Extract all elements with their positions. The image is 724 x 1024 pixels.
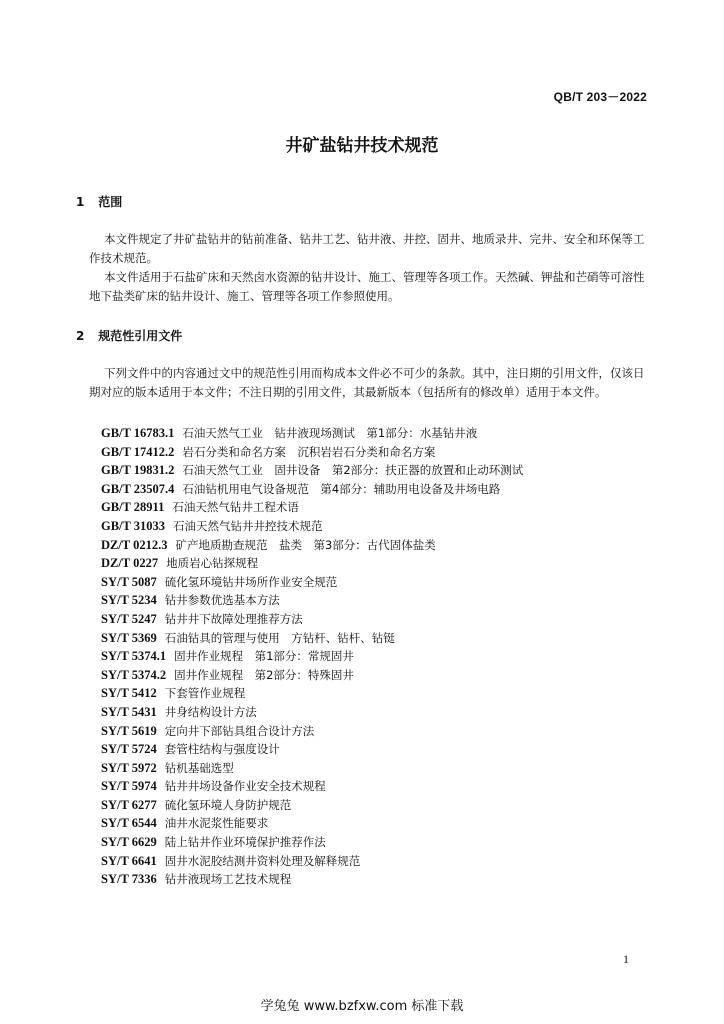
reference-title: 陆上钻井作业环境保护推荐作法 [164,835,326,850]
reference-list [101,424,661,889]
reference-item [101,498,661,517]
section-title: 规范性引用文件 [98,329,183,343]
reference-code: GB/T 23507.4 [101,481,175,496]
reference-code: SY/T 5972 [101,760,157,775]
document-title: 井矿盐钻井技术规范 [285,136,439,156]
section-number: 1 [76,195,85,209]
reference-title: 地质岩心钻探规程 [166,556,259,571]
reference-item [101,777,661,796]
reference-code: SY/T 6544 [101,816,157,831]
reference-title: 钻井井场设备作业安全技术规程 [164,779,326,794]
reference-item [101,722,661,741]
reference-title: 钻井参数优选基本方法 [164,593,280,608]
reference-title: 固井作业规程 第1部分：常规固井 [174,649,354,664]
reference-title: 钻井井下故障处理推荐方法 [164,611,303,626]
paragraph: 本文件规定了井矿盐钻井的钻前准备、钻井工艺、钻井液、井控、固井、地质录井、完井、安全和环保等工作技术规范。 [89,232,645,265]
reference-title: 钻机基础选型 [164,760,234,775]
reference-code: SY/T 5431 [101,704,157,719]
reference-code: SY/T 5412 [101,686,157,701]
reference-title: 下套管作业规程 [164,686,246,701]
reference-title: 套管柱结构与强度设计 [164,742,280,757]
section-number: 2 [76,329,85,343]
reference-item [101,461,661,480]
reference-title: 固井作业规程 第2部分：特殊固井 [174,667,354,682]
reference-code: SY/T 5247 [101,611,157,626]
reference-code: GB/T 31033 [101,518,166,533]
reference-item [101,554,661,573]
reference-item [101,796,661,815]
reference-title: 石油钻机用电气设备规范 第4部分：辅助用电设备及井场电路 [182,481,501,496]
reference-title: 油井水泥浆性能要求 [164,816,269,831]
reference-title: 石油天然气钻井井控技术规范 [173,518,323,533]
reference-item [101,870,661,889]
section-2-heading [76,327,182,344]
reference-code: GB/T 16783.1 [101,426,175,440]
reference-code: SY/T 5087 [101,574,157,589]
reference-item [101,703,661,722]
reference-item [101,647,661,666]
reference-item [101,573,661,592]
reference-code: SY/T 5234 [101,593,157,608]
reference-title: 石油天然气钻井工程术语 [172,500,299,515]
reference-item [101,424,661,443]
reference-item [101,517,661,536]
reference-item [101,610,661,629]
reference-item [101,740,661,759]
reference-title: 硫化氢环境人身防护规范 [164,797,292,812]
reference-title: 岩石分类和命名方案 沉积岩岩石分类和命名方案 [182,444,436,459]
reference-code: DZ/T 0212.3 [101,537,168,552]
page-number: 1 [623,952,629,966]
reference-item [101,759,661,778]
section-1-heading [76,193,122,210]
standard-code: QB/T 203－2022 [553,90,647,104]
reference-code: SY/T 6641 [101,853,157,868]
reference-code: DZ/T 0227 [101,556,159,571]
reference-code: SY/T 5369 [101,630,157,645]
reference-title: 井身结构设计方法 [164,704,257,719]
reference-code: SY/T 6629 [101,835,157,850]
reference-code: SY/T 5619 [101,723,157,738]
reference-title: 硫化氢环境钻井场所作业安全规范 [164,574,338,589]
reference-item [101,480,661,499]
reference-code: GB/T 28911 [101,500,165,515]
reference-code: SY/T 5374.2 [101,667,167,682]
reference-item [101,852,661,871]
reference-code: SY/T 5974 [101,779,157,794]
reference-code: GB/T 17412.2 [101,444,175,459]
reference-title: 定向井下部钻具组合设计方法 [164,723,315,738]
reference-item [101,666,661,685]
section-title: 范围 [98,195,123,209]
watermark-footer: 学兔兔 www.bzfxw.com 标准下载 [260,999,464,1014]
reference-code: SY/T 6277 [101,797,157,812]
reference-item [101,536,661,555]
reference-item [101,684,661,703]
reference-title: 钻井液现场工艺技术规程 [164,872,292,887]
reference-item [101,833,661,852]
reference-item [101,629,661,648]
reference-code: SY/T 5374.1 [101,649,167,664]
reference-item [101,814,661,833]
reference-code: GB/T 19831.2 [101,463,175,478]
reference-code: SY/T 7336 [101,872,157,887]
reference-title: 固井水泥胶结测井资料处理及解释规范 [164,853,361,868]
reference-title: 石油天然气工业 钻井液现场测试 第1部分：水基钻井液 [182,426,478,440]
paragraph: 下列文件中的内容通过文中的规范性引用而构成本文件必不可少的条款。其中，注日期的引用文件，仅该日期对应的版本适用于本文件；不注日期的引用文件，其最新版本（包括所有的修改单）适用于本文件。 [89,366,645,399]
reference-title: 石油钻具的管理与使用 方钻杆、钻杆、钻铤 [164,630,395,645]
reference-item [101,591,661,610]
reference-code: SY/T 5724 [101,742,157,757]
reference-item [101,443,661,462]
reference-title: 石油天然气工业 固井设备 第2部分：扶正器的放置和止动环测试 [182,463,524,478]
paragraph: 本文件适用于石盐矿床和天然卤水资源的钻井设计、施工、管理等各项工作。天然碱、钾盐和芒硝等可溶性地下盐类矿床的钻井设计、施工、管理等各项工作参照使用。 [89,270,645,303]
reference-title: 矿产地质勘查规范 盐类 第3部分：古代固体盐类 [175,537,436,552]
